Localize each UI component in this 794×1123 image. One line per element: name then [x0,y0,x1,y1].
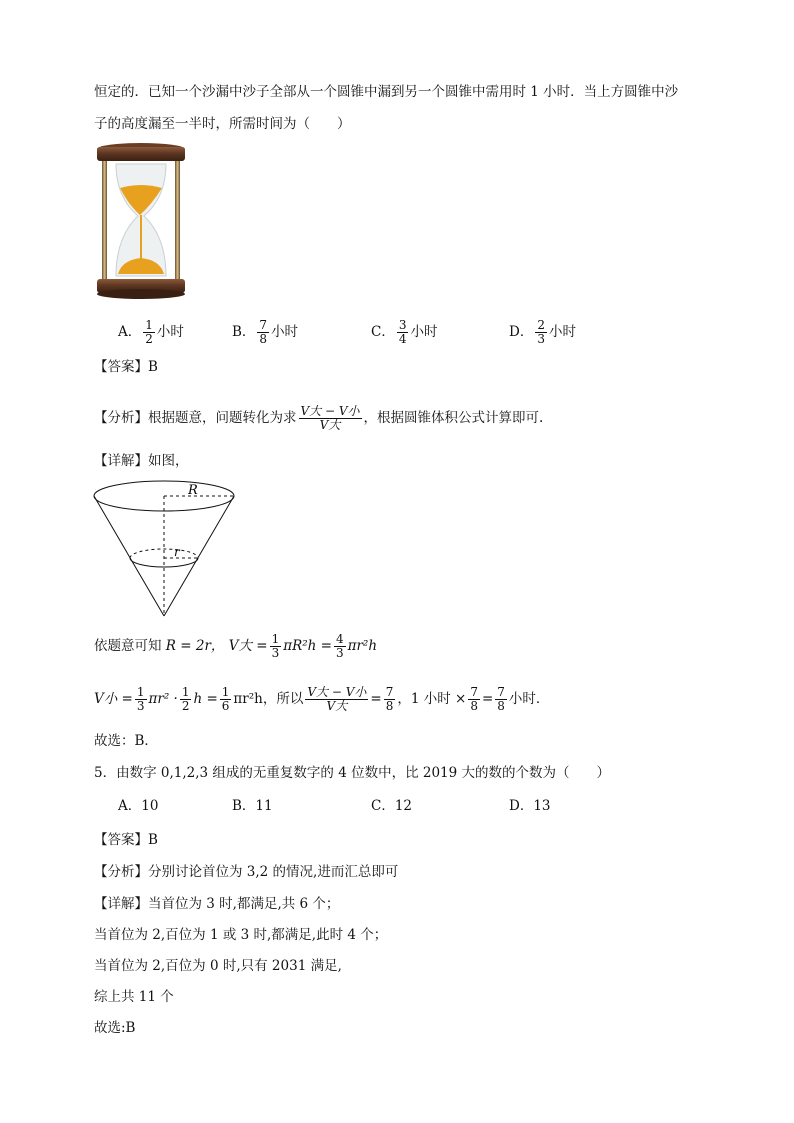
detail-tag: 【详解】 [94,896,148,912]
q5-option-a[interactable]: A．10 [118,798,159,814]
q4-option-b[interactable]: B． $\frac{7}{8}$ 小时 [232,318,299,346]
q5-detail: 【详解】当首位为 3 时,都满足,共 6 个； [94,896,340,912]
q4-conclusion: 故选：B． [94,733,158,749]
q4-equation-2: V小 = $\frac{1}{3}$ πr² · $\frac{1}{2}$ h = $\frac{1}{6}$ πr²h，所以 $\frac{\text{V大 − V小}}{\text{V大}}$ = $\frac{7}{8}$ ，1 小时 × $\frac{7}{8}$ = $\frac{7}{8}$ 小时． [94,685,550,713]
answer-tag: 【答案】 [94,832,148,848]
q5-detail-line4: 综上共 11 个 [94,989,174,1005]
q5-answer: 【答案】B [94,832,158,848]
detail-tag: 【详解】 [94,453,148,469]
answer-tag: 【答案】 [94,359,148,375]
cone-label-r: r [174,545,180,559]
q4-text-line2: 子的高度漏至一半时，所需时间为（ ） [94,116,351,132]
cone-diagram [92,478,238,620]
q5-detail-line3: 当首位为 2,百位为 0 时,只有 2031 满足, [94,958,342,974]
q5-option-d[interactable]: D．13 [509,798,551,814]
q5-option-b[interactable]: B．11 [232,798,273,814]
q4-detail: 【详解】如图， [94,453,189,469]
q4-equation-1: 依题意可知 R = 2r， V大 = $\frac{1}{3}$ πR²h = $\frac{4}{3}$ πr²h [94,632,378,660]
q4-answer: 【答案】B [94,359,158,375]
analysis-tag: 【分析】 [94,410,148,426]
q5-option-c[interactable]: C．12 [371,798,413,814]
cone-label-R: R [188,483,198,498]
analysis-tag: 【分析】 [94,864,148,880]
q5-question: 5．由数字 0,1,2,3 组成的无重复数字的 4 位数中，比 2019 大的数的个数为（ ） [94,765,611,781]
q4-option-a[interactable]: A． $\frac{1}{2}$ 小时 [118,318,184,346]
q4-option-d[interactable]: D． $\frac{2}{3}$ 小时 [509,318,576,346]
q5-analysis: 【分析】分别讨论首位为 3,2 的情况,进而汇总即可 [94,864,399,880]
q4-text-line1: 恒定的．已知一个沙漏中沙子全部从一个圆锥中漏到另一个圆锥中需用时 1 小时．当上方圆锥中沙 [94,84,679,100]
q4-analysis: 【分析】根据题意，问题转化为求 $\frac{\text{V大 − V小}}{\text{V大}}$ ，根据圆锥体积公式计算即可. [94,404,544,432]
q5-conclusion: 故选:B [94,1020,136,1036]
hourglass-image [94,142,188,302]
q5-detail-line2: 当首位为 2,百位为 1 或 3 时,都满足,此时 4 个； [94,927,388,943]
q4-option-c[interactable]: C． $\frac{3}{4}$ 小时 [371,318,438,346]
